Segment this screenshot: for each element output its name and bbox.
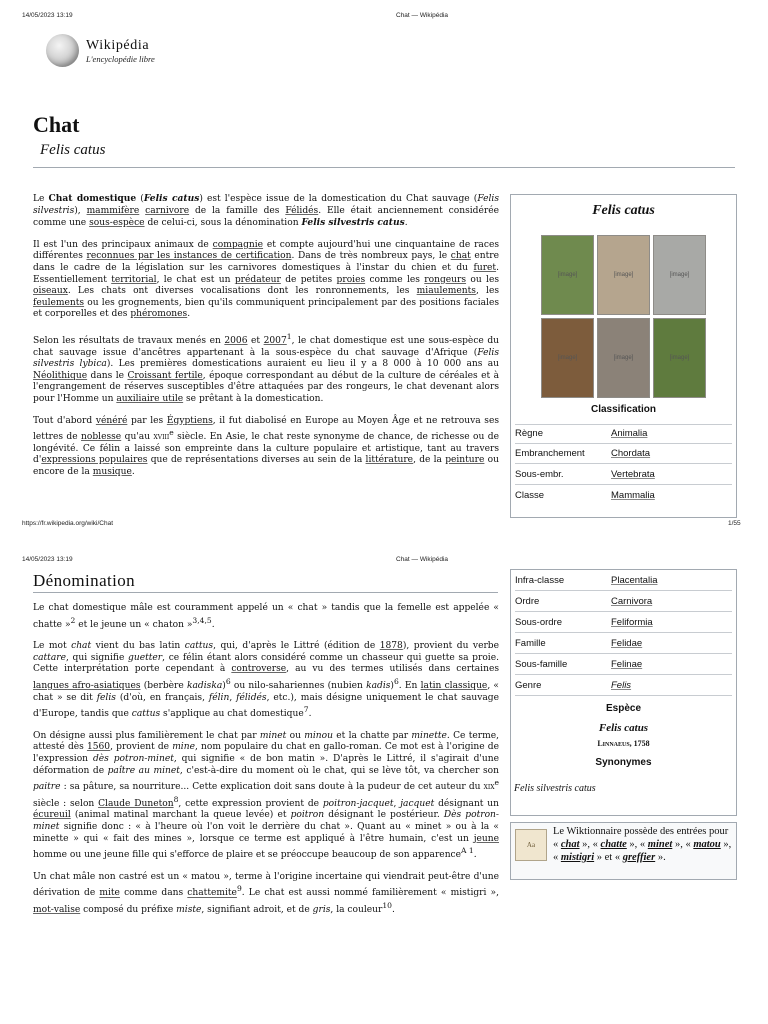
- section-text: [33, 603, 499, 927]
- intro-text: [33, 193, 499, 489]
- paragraph: On désigne aussi plus familièrement le chat par minet ou minou et la chatte par minette. Ce terme, attesté dès 1560, provient de mine, nom populaire du chat en gallo-roman. Ce mot est à l'origine de l'expression dès potron-minet, qui signifie « de bon matin ». D'après le Littré, il s'agirait d'une déformation de paître au minet, c'est-à-dire du moment où le chat, qui se lève tôt, va chercher son paitre : sa pâture, sa nourriture... Cette explication doit sans doute à la pudeur de cet auteur du xix$^e$ siècle : selon Claude Duneton$^8$, cette expression provient de poitron-jacquet, jacquet désignant un écureuil (animal matinal marchant la queue levée) et poitron désignant le postérieur. Dès potron-minet signifie donc : « à l'heure où l'on voit le derrière du chat ». Quant au « minet » ou à la « minette » qui « fait des mines », lorsque ce terme est appliqué à l'être humain, c'est un jeune homme ou une jeune fille qui s'efforce de plaire et se préoccupe beaucoup de son apparence$^{A 1}$.: [33, 730, 500, 861]
- taxo-key: Sous-embr.: [515, 469, 564, 480]
- taxo-value[interactable]: Placentalia: [611, 575, 658, 586]
- species-author: Linnaeus, 1758: [597, 739, 650, 748]
- taxo-row: [515, 487, 732, 505]
- species-heading: Espèce: [605, 703, 642, 714]
- logo-tagline: L'encyclopédie libre: [86, 54, 155, 64]
- cat-photo[interactable]: [image]: [653, 235, 706, 315]
- taxobox-title: Felis catus: [592, 203, 655, 218]
- print-title: Chat — Wikipédia: [396, 12, 449, 19]
- taxo-row: [515, 614, 732, 633]
- taxo-key: Sous-ordre: [515, 617, 562, 628]
- taxo-value[interactable]: Chordata: [611, 448, 651, 459]
- taxo-value[interactable]: Felidae: [611, 638, 643, 649]
- taxo-value[interactable]: Animalia: [611, 428, 648, 439]
- species-name: Felis catus: [598, 722, 649, 734]
- taxo-row: [515, 424, 732, 444]
- taxo-value[interactable]: Felis: [611, 680, 632, 691]
- taxo-value[interactable]: Feliformia: [611, 617, 653, 628]
- taxo-row: [515, 677, 732, 696]
- print-page-number: 1/55: [728, 520, 741, 527]
- wikt-link[interactable]: greffier: [622, 852, 656, 863]
- synonym: Felis silvestris catus: [514, 783, 596, 794]
- wikt-link[interactable]: minet: [647, 839, 673, 850]
- paragraph: Le chat domestique mâle est couramment appelé un « chat » tandis que la femelle est appelée « chatte »$^2$ et le jeune un « chaton »$^{3,4,5}$.: [33, 603, 499, 630]
- taxo-row: [515, 656, 732, 675]
- taxo-key: Embranchement: [515, 448, 585, 459]
- paragraph: Le Chat domestique (Felis catus) est l'espèce issue de la domestication du Chat sauvage (Felis silvestris), mammifère carnivore de la famille des Félidés. Elle était anciennement considérée comme une sous-espèce de celui-ci, sous la dénomination Felis silvestris catus.: [33, 193, 499, 229]
- taxo-row: [515, 445, 732, 464]
- globe-icon: [46, 34, 79, 67]
- wikt-link[interactable]: mistigri: [560, 852, 595, 863]
- wiktionary-icon: Aa: [515, 829, 547, 861]
- taxo-key: Infra-classe: [515, 575, 565, 586]
- taxobox-continued: [510, 569, 737, 816]
- print-url[interactable]: https://fr.wikipedia.org/wiki/Chat: [22, 520, 114, 527]
- taxo-row: [515, 466, 732, 485]
- taxo-key: Règne: [515, 428, 543, 439]
- taxo-value[interactable]: Vertebrata: [611, 469, 655, 480]
- taxo-key: Ordre: [515, 596, 540, 607]
- cat-photo-gallery: [541, 235, 707, 399]
- taxo-key: Famille: [515, 638, 546, 649]
- print-title: Chat — Wikipédia: [396, 556, 449, 563]
- synonyms-heading: Synonymes: [595, 757, 652, 768]
- taxo-key: Genre: [515, 680, 542, 691]
- paragraph: Il est l'un des principaux animaux de compagnie et compte aujourd'hui une cinquantaine de races différentes reconnues par les instances de certification. Dans de très nombreux pays, le chat entre dans le cadre de la législation sur les carnivores domestiques à l'instar du chien et du furet. Essentiellement territorial, le chat est un prédateur de petites proies comme les rongeurs ou les oiseaux. Les chats ont diverses vocalisations dont les ronronnements, les miaulements, les feulements ou les grognements, bien qu'ils communiquent principalement par des positions faciales et corporelles et des phéromones.: [33, 239, 499, 320]
- paragraph: Selon les résultats de travaux menés en 2006 et 2007$^1$, le chat domestique est une sous-espèce du chat sauvage issue d'ancêtres appartenant à la sous-espèce du chat sauvage d'Afrique (Felis silvestris lybica). Les premières domestications auraient eu lieu il y a 8 000 à 10 000 ans au Néolithique dans le Croissant fertile, époque correspondant au début de la culture de céréales et à l'engrangement de réserves susceptibles d'être attaquées par des rongeurs, le chat devenant alors pour l'Homme un auxiliaire utile se prêtant à la domestication.: [33, 331, 499, 404]
- wiktionary-box: [510, 822, 737, 880]
- paragraph: Un chat mâle non castré est un « matou », terme à l'origine incertaine qui viendrait peut-être d'une dérivation de mite comme dans chattemite$^9$. Le chat est aussi nommé familièrement « mistigri », mot-valise composé du préfixe miste, signifiant adroit, et de gris, la couleur$^{10}$.: [33, 871, 500, 916]
- wikt-link[interactable]: chat: [560, 839, 580, 850]
- taxo-row: [515, 635, 732, 654]
- taxo-value[interactable]: Mammalia: [611, 490, 655, 501]
- cat-photo[interactable]: [image]: [541, 235, 594, 315]
- cat-photo[interactable]: [image]: [653, 318, 706, 398]
- page-title: Chat: [33, 112, 80, 137]
- taxo-value[interactable]: Carnivora: [611, 596, 653, 607]
- taxo-row: [515, 572, 732, 591]
- taxobox: [510, 194, 737, 518]
- wikt-link[interactable]: matou: [693, 839, 721, 850]
- paragraph: Tout d'abord vénéré par les Égyptiens, il fut diabolisé en Europe au Moyen Âge et ne retrouva ses lettres de noblesse qu'au xviii$^e$ siècle. En Asie, le chat reste synonyme de chance, de richesse ou de longévité. Ce félin a laissé son empreinte dans la culture populaire et artistique, tant au travers d'expressions populaires que de représentations diverses au sein de la littérature, de la peinture ou encore de la musique.: [33, 415, 500, 477]
- wiktionary-text: Le Wiktionnaire possède des entrées pour « chat », « chatte », « minet », « matou », « mistigri » et « greffier ».: [553, 826, 732, 863]
- print-date: 14/05/2023 13:19: [22, 12, 73, 19]
- wikt-link[interactable]: chatte: [600, 839, 627, 850]
- section-heading: Dénomination: [33, 571, 136, 590]
- print-date: 14/05/2023 13:19: [22, 556, 73, 563]
- cat-photo[interactable]: [image]: [597, 235, 650, 315]
- taxo-value[interactable]: Felinae: [611, 659, 643, 670]
- page-subtitle: Felis catus: [40, 142, 106, 158]
- section-divider: [33, 592, 498, 593]
- taxo-key: Classe: [515, 490, 545, 501]
- cat-photo[interactable]: [image]: [541, 318, 594, 398]
- taxo-key: Sous-famille: [515, 659, 568, 670]
- logo-wordmark: Wikipédia: [86, 38, 150, 53]
- taxo-row: [515, 593, 732, 612]
- cat-photo[interactable]: [image]: [597, 318, 650, 398]
- wikipedia-logo[interactable]: [46, 34, 176, 68]
- classification-heading: Classification: [590, 404, 657, 415]
- title-divider: [33, 167, 735, 168]
- paragraph: Le mot chat vient du bas latin cattus, qui, d'après le Littré (édition de 1878), provient du verbe cattare, qui signifie guetter, ce félin étant alors considéré comme un chasseur qui guette sa proie. Cette interprétation porte cependant à controverse, au vu des termes utilisés dans certaines langues afro-asiatiques (berbère kadiska)$^6$ ou nilo-sahariennes (nubien kadis)$^6$. En latin classique, « chat » se dit felis (d'où, en français, félin, félidés, etc.), mais désigne uniquement le chat sauvage d'Europe, tandis que cattus s'applique au chat domestique$^7$.: [33, 641, 499, 720]
